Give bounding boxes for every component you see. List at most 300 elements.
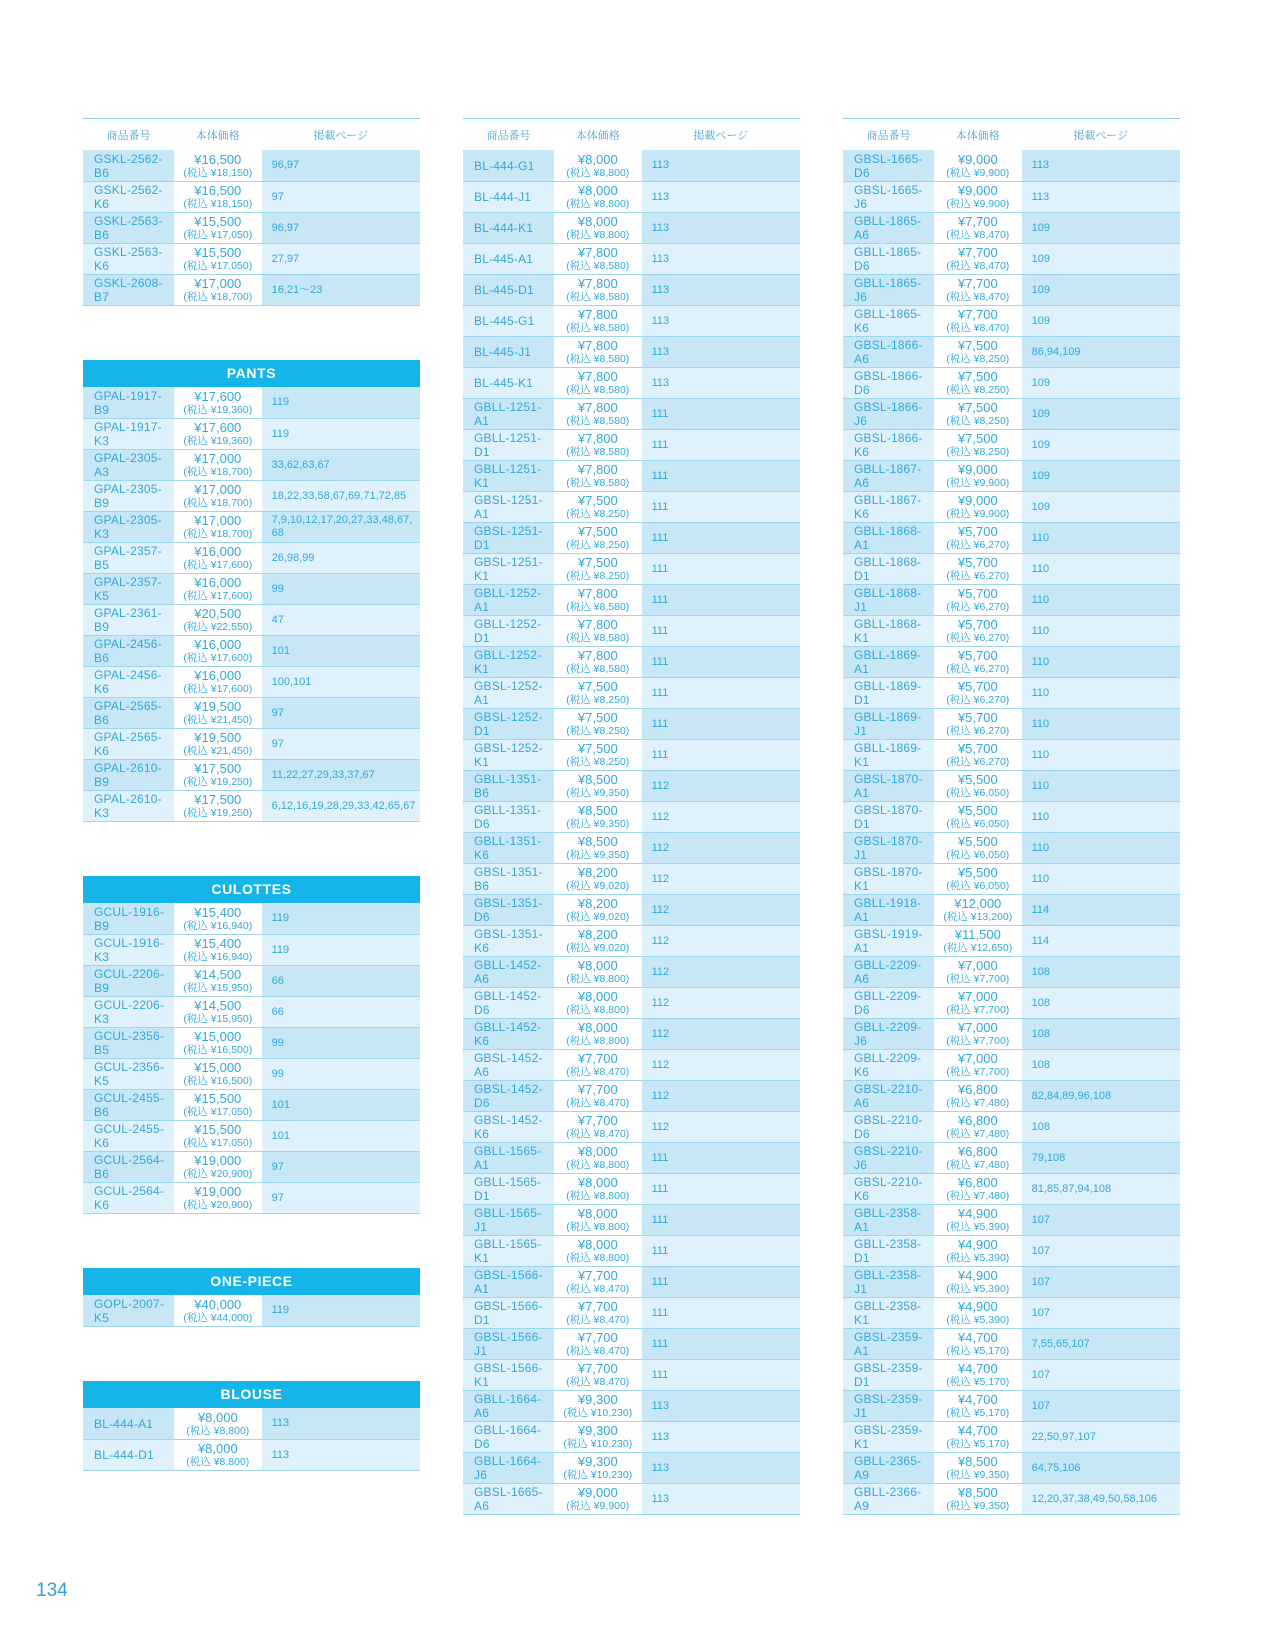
price-main: ¥4,700 bbox=[957, 1330, 998, 1345]
table-row bbox=[83, 1120, 420, 1151]
table-row bbox=[843, 305, 1180, 336]
table-row bbox=[463, 1018, 800, 1049]
table-row bbox=[843, 1204, 1180, 1235]
pages-cell: 33,62,63,67 bbox=[271, 458, 330, 471]
price-tax: (税込 ¥9,350) bbox=[566, 787, 630, 799]
pages-cell: 112 bbox=[651, 841, 670, 854]
price-cell bbox=[174, 698, 262, 728]
price-cell bbox=[174, 935, 262, 965]
price-tax: (税込 ¥8,800) bbox=[186, 1456, 250, 1468]
price-main: ¥8,000 bbox=[577, 214, 618, 229]
col-header-price: 本体価格 bbox=[575, 129, 620, 142]
table-row bbox=[463, 150, 800, 181]
product-code: GBLL-1565-A1 bbox=[474, 1144, 542, 1172]
product-code: GCUL-2455-B6 bbox=[94, 1091, 165, 1119]
table-row bbox=[83, 1182, 420, 1213]
price-tax: (税込 ¥8,580) bbox=[566, 260, 630, 272]
pages-cell: 113 bbox=[651, 252, 670, 265]
price-cell bbox=[174, 150, 262, 181]
product-code: GBLL-1351-B6 bbox=[474, 772, 542, 800]
price-main: ¥9,000 bbox=[957, 151, 998, 167]
table-row bbox=[843, 429, 1180, 460]
price-cell bbox=[554, 182, 642, 212]
price-cell bbox=[174, 1152, 262, 1182]
price-tax: (税込 ¥8,800) bbox=[566, 1159, 630, 1171]
table-row bbox=[83, 1408, 420, 1439]
pages-cell: 112 bbox=[651, 779, 670, 792]
product-code: GBSL-1351-B6 bbox=[474, 865, 543, 893]
table-row bbox=[843, 956, 1180, 987]
pages-cell: 109 bbox=[1031, 500, 1050, 513]
pages-cell: 109 bbox=[1031, 438, 1050, 451]
table-row bbox=[463, 646, 800, 677]
section-header-blouse: BLOUSE bbox=[83, 1381, 420, 1408]
pages-cell: 113 bbox=[651, 159, 670, 171]
table-row bbox=[463, 925, 800, 956]
price-cell bbox=[554, 1019, 642, 1049]
price-main: ¥15,000 bbox=[194, 1029, 242, 1044]
product-code: GBSL-1870-J1 bbox=[854, 834, 923, 862]
table-row bbox=[463, 1142, 800, 1173]
pages-cell: 7,9,10,12,17,20,27,33,48,67,68 bbox=[271, 514, 413, 539]
pages-cell: 114 bbox=[1031, 934, 1050, 947]
pages-cell: 107 bbox=[1031, 1306, 1050, 1319]
price-cell bbox=[554, 1422, 642, 1452]
pages-cell: 109 bbox=[1031, 469, 1050, 482]
pages-cell: 111 bbox=[651, 469, 669, 482]
price-main: ¥9,000 bbox=[957, 462, 998, 477]
price-main: ¥6,800 bbox=[957, 1144, 998, 1159]
price-cell bbox=[174, 1090, 262, 1120]
table-row bbox=[463, 1173, 800, 1204]
product-code: GBSL-1351-K6 bbox=[474, 927, 543, 955]
price-main: ¥19,000 bbox=[194, 1184, 242, 1199]
product-code: GBSL-1919-A1 bbox=[854, 927, 923, 955]
price-cell bbox=[174, 1408, 262, 1439]
price-cell bbox=[174, 997, 262, 1027]
product-code: GPAL-2565-B6 bbox=[94, 699, 162, 727]
price-tax: (税込 ¥8,470) bbox=[566, 1345, 630, 1357]
price-cell bbox=[934, 988, 1022, 1018]
product-code: GCUL-2455-K6 bbox=[94, 1122, 165, 1150]
product-code: GBSL-1252-K1 bbox=[474, 741, 543, 769]
price-cell bbox=[934, 337, 1022, 367]
product-code: GBSL-1252-D1 bbox=[474, 710, 543, 738]
product-code: GBLL-1351-K6 bbox=[474, 834, 542, 862]
table-row bbox=[843, 832, 1180, 863]
pages-cell: 113 bbox=[651, 314, 670, 327]
price-main: ¥7,700 bbox=[577, 1051, 618, 1066]
product-code: GBLL-1869-D1 bbox=[854, 679, 922, 707]
pages-cell: 111 bbox=[651, 1337, 669, 1350]
table-row bbox=[843, 212, 1180, 243]
price-cell bbox=[554, 1236, 642, 1266]
price-cell bbox=[554, 957, 642, 987]
price-tax: (税込 ¥8,580) bbox=[566, 415, 630, 427]
table-row bbox=[843, 1483, 1180, 1514]
pages-cell: 101 bbox=[271, 1129, 290, 1142]
price-main: ¥5,700 bbox=[957, 741, 998, 756]
price-main: ¥16,000 bbox=[194, 637, 242, 652]
pages-cell: 16,21～23 bbox=[271, 283, 323, 296]
product-code: GBSL-1866-K6 bbox=[854, 431, 923, 459]
price-tax: (税込 ¥8,470) bbox=[566, 1128, 630, 1140]
section-header-pants: PANTS bbox=[83, 360, 420, 387]
product-code: GBSL-1452-K6 bbox=[474, 1113, 543, 1141]
product-code: GPAL-2610-K3 bbox=[94, 792, 162, 820]
price-tax: (税込 ¥8,580) bbox=[566, 632, 630, 644]
price-tax: (税込 ¥18,150) bbox=[183, 166, 253, 179]
table-row bbox=[463, 987, 800, 1018]
price-main: ¥8,000 bbox=[577, 1237, 618, 1252]
price-tax: (税込 ¥5,170) bbox=[946, 1438, 1010, 1450]
price-tax: (税込 ¥22,550) bbox=[183, 621, 253, 633]
price-tax: (税込 ¥8,800) bbox=[566, 229, 630, 241]
table-row bbox=[843, 1142, 1180, 1173]
pages-cell: 111 bbox=[651, 717, 669, 730]
price-cell bbox=[174, 574, 262, 604]
pages-cell: 64,75,106 bbox=[1031, 1461, 1081, 1474]
pages-cell: 111 bbox=[651, 1275, 669, 1288]
pages-cell: 111 bbox=[651, 1244, 669, 1257]
product-code: GBLL-1251-A1 bbox=[474, 400, 542, 428]
pages-cell: 86,94,109 bbox=[1031, 345, 1081, 358]
pages-cell: 112 bbox=[651, 903, 670, 916]
table-row bbox=[843, 615, 1180, 646]
pages-cell: 111 bbox=[651, 1182, 669, 1195]
price-cell bbox=[554, 616, 642, 646]
product-code: GBSL-1566-J1 bbox=[474, 1330, 543, 1358]
pages-cell: 112 bbox=[651, 1058, 670, 1071]
price-tax: (税込 ¥19,250) bbox=[183, 776, 253, 788]
product-code: GPAL-2456-K6 bbox=[94, 668, 162, 696]
table-header-row bbox=[843, 118, 1180, 150]
price-main: ¥6,800 bbox=[957, 1082, 998, 1097]
price-tax: (税込 ¥20,900) bbox=[183, 1168, 253, 1180]
table-row bbox=[463, 708, 800, 739]
price-main: ¥7,700 bbox=[957, 307, 998, 322]
price-main: ¥7,700 bbox=[957, 276, 998, 291]
product-code: GCUL-2564-K6 bbox=[94, 1184, 165, 1212]
price-tax: (税込 ¥5,390) bbox=[946, 1252, 1010, 1264]
price-cell bbox=[934, 1143, 1022, 1173]
pages-cell: 111 bbox=[651, 1151, 669, 1164]
price-cell bbox=[934, 926, 1022, 956]
product-code: GBSL-1870-D1 bbox=[854, 803, 923, 831]
table-row bbox=[463, 1359, 800, 1390]
table-row bbox=[843, 1018, 1180, 1049]
price-main: ¥15,400 bbox=[194, 936, 242, 951]
section-block-pants bbox=[83, 360, 420, 822]
price-cell bbox=[934, 1422, 1022, 1452]
product-code: GBLL-1869-A1 bbox=[854, 648, 922, 676]
table-row bbox=[463, 398, 800, 429]
price-cell bbox=[174, 543, 262, 573]
price-main: ¥7,500 bbox=[577, 555, 618, 570]
product-code: GOPL-2007-K5 bbox=[94, 1296, 165, 1325]
price-cell bbox=[174, 729, 262, 759]
table-row bbox=[83, 697, 420, 728]
price-cell bbox=[554, 988, 642, 1018]
price-cell bbox=[554, 244, 642, 274]
col-header-pages: 掲載ページ bbox=[313, 129, 369, 142]
table-row bbox=[843, 1421, 1180, 1452]
table-row bbox=[463, 1452, 800, 1483]
product-code: GBLL-1865-K6 bbox=[854, 307, 922, 335]
col-header-price: 本体価格 bbox=[195, 129, 240, 142]
price-tax: (税込 ¥5,170) bbox=[946, 1345, 1010, 1357]
price-cell bbox=[554, 306, 642, 336]
price-tax: (税込 ¥17,050) bbox=[183, 1137, 253, 1149]
pages-cell: 110 bbox=[1031, 717, 1050, 730]
price-cell bbox=[174, 1121, 262, 1151]
price-main: ¥7,700 bbox=[957, 245, 998, 260]
pages-cell: 66 bbox=[271, 974, 284, 987]
pages-cell: 7,55,65,107 bbox=[1031, 1337, 1090, 1350]
product-code: BL-444-J1 bbox=[474, 190, 532, 204]
product-code: GBLL-1565-K1 bbox=[474, 1237, 542, 1265]
price-cell bbox=[554, 1081, 642, 1111]
pages-cell: 97 bbox=[271, 706, 284, 719]
price-cell bbox=[554, 740, 642, 770]
price-cell bbox=[934, 1360, 1022, 1390]
table-row bbox=[463, 1235, 800, 1266]
price-main: ¥9,300 bbox=[577, 1423, 618, 1438]
table-row bbox=[843, 987, 1180, 1018]
price-main: ¥7,700 bbox=[577, 1299, 618, 1314]
price-main: ¥15,500 bbox=[194, 245, 242, 260]
table-row bbox=[463, 1266, 800, 1297]
price-main: ¥11,500 bbox=[954, 927, 1001, 942]
table-row bbox=[83, 1295, 420, 1326]
price-tax: (税込 ¥8,250) bbox=[566, 570, 630, 582]
product-code: GPAL-2357-B5 bbox=[94, 544, 162, 572]
price-cell bbox=[554, 430, 642, 460]
table-row bbox=[463, 491, 800, 522]
product-code: GCUL-2356-K5 bbox=[94, 1060, 165, 1088]
product-code: GBSL-1452-D6 bbox=[474, 1082, 543, 1110]
price-cell bbox=[934, 1236, 1022, 1266]
price-tax: (税込 ¥5,170) bbox=[946, 1376, 1010, 1388]
price-cell bbox=[174, 605, 262, 635]
pages-cell: 22,50,97,107 bbox=[1031, 1430, 1096, 1443]
table-row bbox=[463, 212, 800, 243]
price-cell bbox=[934, 833, 1022, 863]
pages-cell: 100,101 bbox=[271, 675, 312, 688]
table-row bbox=[463, 894, 800, 925]
product-code: GBSL-1866-J6 bbox=[854, 400, 923, 428]
price-main: ¥7,500 bbox=[577, 741, 618, 756]
table-row bbox=[463, 553, 800, 584]
price-main: ¥8,500 bbox=[577, 772, 618, 787]
col-header-product: 商品番号 bbox=[866, 129, 911, 142]
price-cell bbox=[934, 740, 1022, 770]
price-tax: (税込 ¥18,700) bbox=[183, 291, 253, 303]
table-row bbox=[83, 1058, 420, 1089]
price-cell bbox=[554, 554, 642, 584]
price-main: ¥9,000 bbox=[577, 1485, 618, 1500]
table-row bbox=[83, 449, 420, 480]
price-tax: (税込 ¥15,950) bbox=[183, 982, 253, 994]
price-tax: (税込 ¥6,050) bbox=[946, 849, 1010, 861]
price-cell bbox=[554, 802, 642, 832]
product-code: BL-445-D1 bbox=[474, 283, 534, 297]
pages-cell: 97 bbox=[271, 1160, 284, 1173]
pages-cell: 27,97 bbox=[271, 252, 300, 265]
product-code: GPAL-2565-K6 bbox=[94, 730, 162, 758]
table-row bbox=[843, 863, 1180, 894]
product-code: GBSL-1452-A6 bbox=[474, 1051, 543, 1079]
price-main: ¥7,000 bbox=[957, 1020, 998, 1035]
table-row bbox=[83, 759, 420, 790]
price-cell bbox=[554, 833, 642, 863]
price-main: ¥7,800 bbox=[577, 648, 618, 663]
price-cell bbox=[174, 791, 262, 821]
price-table bbox=[83, 1295, 420, 1327]
price-tax: (税込 ¥8,250) bbox=[566, 539, 630, 551]
price-tax: (税込 ¥44,000) bbox=[183, 1311, 253, 1324]
table-block bbox=[463, 150, 800, 1515]
price-main: ¥8,000 bbox=[577, 1175, 618, 1190]
product-code: GBLL-1565-D1 bbox=[474, 1175, 542, 1203]
table-row bbox=[463, 801, 800, 832]
price-tax: (税込 ¥17,050) bbox=[183, 1106, 253, 1118]
pages-cell: 110 bbox=[1031, 624, 1050, 637]
pages-cell: 107 bbox=[1031, 1275, 1050, 1288]
pages-cell: 111 bbox=[651, 1306, 669, 1319]
table-row bbox=[463, 863, 800, 894]
price-tax: (税込 ¥19,250) bbox=[183, 807, 253, 819]
pages-cell: 108 bbox=[1031, 1058, 1050, 1071]
table-row bbox=[83, 387, 420, 418]
table-row bbox=[463, 1049, 800, 1080]
product-code: GSKL-2563-K6 bbox=[94, 245, 163, 273]
pages-cell: 111 bbox=[651, 1213, 669, 1226]
section-block-blouse bbox=[83, 1381, 420, 1471]
price-cell bbox=[934, 1205, 1022, 1235]
price-main: ¥16,500 bbox=[194, 183, 242, 198]
price-tax: (税込 ¥16,500) bbox=[183, 1075, 253, 1087]
price-cell bbox=[554, 926, 642, 956]
price-cell bbox=[174, 213, 262, 243]
table-row bbox=[463, 522, 800, 553]
price-tax: (税込 ¥8,580) bbox=[566, 291, 630, 303]
product-code: GBLL-1918-A1 bbox=[854, 896, 922, 924]
table-row bbox=[843, 1390, 1180, 1421]
product-code: BL-444-D1 bbox=[94, 1448, 154, 1462]
product-code: GBLL-1867-K6 bbox=[854, 493, 922, 521]
pages-cell: 110 bbox=[1031, 655, 1050, 668]
price-tax: (税込 ¥7,480) bbox=[946, 1128, 1010, 1140]
price-tax: (税込 ¥16,500) bbox=[183, 1044, 253, 1056]
product-code: GBLL-1869-K1 bbox=[854, 741, 922, 769]
table-block bbox=[843, 150, 1180, 1515]
price-tax: (税込 ¥5,390) bbox=[946, 1314, 1010, 1326]
price-cell bbox=[554, 1174, 642, 1204]
price-main: ¥5,700 bbox=[957, 710, 998, 725]
price-tax: (税込 ¥8,800) bbox=[566, 1035, 630, 1047]
price-cell bbox=[554, 337, 642, 367]
price-tax: (税込 ¥18,150) bbox=[183, 198, 253, 210]
price-tax: (税込 ¥19,360) bbox=[183, 403, 253, 416]
price-tax: (税込 ¥20,900) bbox=[183, 1199, 253, 1211]
price-tax: (税込 ¥8,580) bbox=[566, 353, 630, 365]
price-cell bbox=[934, 1484, 1022, 1514]
price-tax: (税込 ¥8,800) bbox=[566, 1190, 630, 1202]
price-main: ¥19,500 bbox=[194, 730, 242, 745]
pages-cell: 111 bbox=[651, 438, 669, 451]
product-code: GBLL-2209-A6 bbox=[854, 958, 922, 986]
product-code: GBSL-1351-D6 bbox=[474, 896, 543, 924]
price-cell bbox=[554, 1267, 642, 1297]
price-main: ¥7,000 bbox=[957, 958, 998, 973]
price-cell bbox=[174, 450, 262, 480]
pages-cell: 108 bbox=[1031, 996, 1050, 1009]
price-main: ¥7,500 bbox=[957, 431, 998, 446]
price-tax: (税込 ¥8,800) bbox=[566, 1004, 630, 1016]
table-row bbox=[843, 181, 1180, 212]
pages-cell: 111 bbox=[651, 562, 669, 575]
price-table bbox=[463, 150, 800, 1515]
price-cell bbox=[174, 903, 262, 934]
price-cell bbox=[554, 1298, 642, 1328]
price-tax: (税込 ¥8,580) bbox=[566, 477, 630, 489]
price-main: ¥7,700 bbox=[577, 1082, 618, 1097]
price-cell bbox=[554, 709, 642, 739]
product-code: GBSL-1566-A1 bbox=[474, 1268, 543, 1296]
price-tax: (税込 ¥8,470) bbox=[566, 1314, 630, 1326]
product-code: GCUL-2356-B5 bbox=[94, 1029, 165, 1057]
table-row bbox=[843, 801, 1180, 832]
price-tax: (税込 ¥8,470) bbox=[566, 1097, 630, 1109]
price-cell bbox=[174, 1028, 262, 1058]
column-1 bbox=[83, 118, 420, 1515]
section-header-one-piece: ONE-PIECE bbox=[83, 1268, 420, 1295]
table-row bbox=[463, 739, 800, 770]
price-main: ¥9,000 bbox=[957, 493, 998, 508]
price-cell bbox=[554, 895, 642, 925]
price-tax: (税込 ¥21,450) bbox=[183, 714, 253, 726]
price-tax: (税込 ¥8,470) bbox=[566, 1283, 630, 1295]
product-code: GBLL-1868-D1 bbox=[854, 555, 922, 583]
price-cell bbox=[174, 1295, 262, 1326]
product-code: GCUL-1916-B9 bbox=[94, 904, 165, 933]
price-main: ¥5,500 bbox=[957, 834, 998, 849]
product-code: GBSL-2210-A6 bbox=[854, 1082, 923, 1110]
product-code: GBLL-2358-A1 bbox=[854, 1206, 922, 1234]
price-main: ¥5,700 bbox=[957, 617, 998, 632]
product-code: GBSL-1665-D6 bbox=[854, 151, 923, 180]
table-row bbox=[83, 212, 420, 243]
pages-cell: 18,22,33,58,67,69,71,72,85 bbox=[271, 489, 407, 502]
product-code: GPAL-1917-K3 bbox=[94, 420, 162, 448]
column-2 bbox=[463, 118, 800, 1515]
price-cell bbox=[934, 864, 1022, 894]
product-code: GCUL-2206-B9 bbox=[94, 967, 165, 995]
table-row bbox=[843, 243, 1180, 274]
pages-cell: 110 bbox=[1031, 562, 1050, 575]
pages-cell: 111 bbox=[651, 531, 669, 544]
product-code: GBSL-2359-J1 bbox=[854, 1392, 923, 1420]
table-row bbox=[463, 1421, 800, 1452]
product-code: GBSL-2359-A1 bbox=[854, 1330, 923, 1358]
product-code: GBSL-1251-D1 bbox=[474, 524, 543, 552]
table-row bbox=[843, 1235, 1180, 1266]
table-row bbox=[83, 274, 420, 305]
table-row bbox=[83, 965, 420, 996]
price-cell bbox=[554, 1453, 642, 1483]
price-cell bbox=[554, 678, 642, 708]
